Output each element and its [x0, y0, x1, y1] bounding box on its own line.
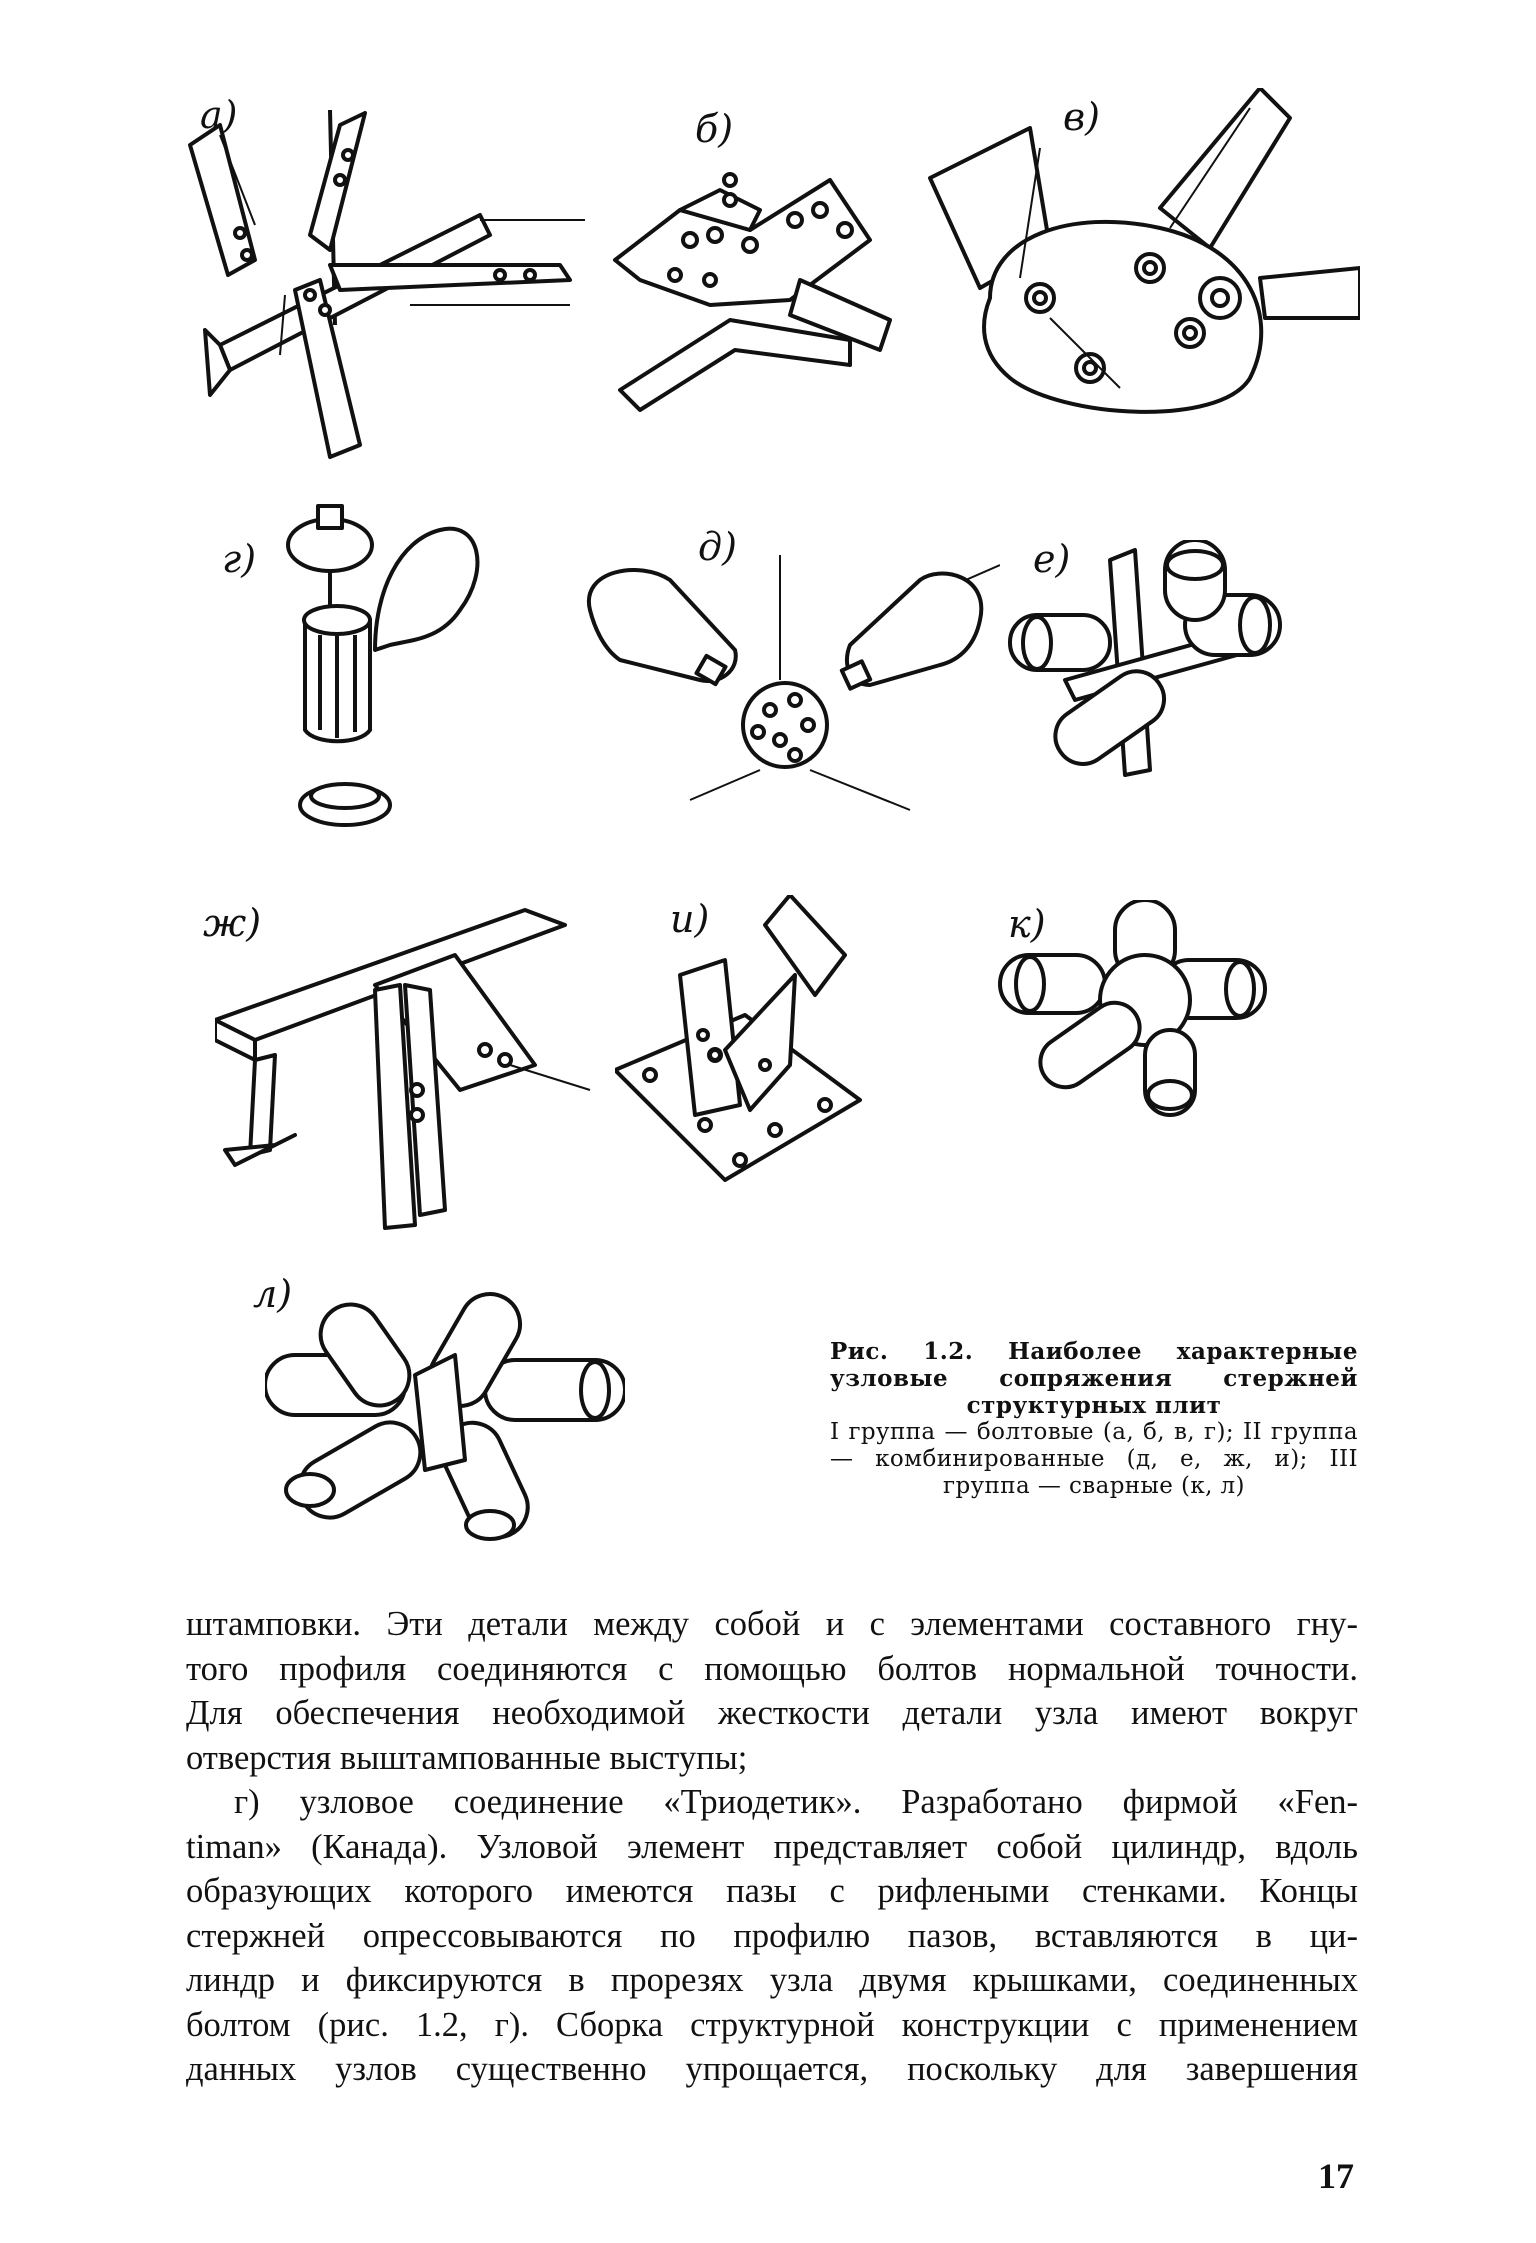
text-line: штамповки. Эти детали между собой и с элементами составного гну-: [186, 1605, 1358, 1643]
label-g: г): [222, 537, 257, 581]
label-k: к): [1008, 902, 1046, 946]
text-line: отверстия выштампованные выступы;: [186, 1738, 748, 1777]
figure-zh-ibeam-node: [215, 890, 595, 1230]
label-d: д): [698, 525, 737, 569]
hemisphere-with-rods-drawing: [920, 88, 1360, 423]
label-e: е): [1033, 537, 1071, 581]
label-a: а): [200, 93, 238, 137]
figure-caption: [830, 1338, 1358, 1500]
text-line: данных узлов существенно упрощается, поскольку для завершения: [186, 2050, 1358, 2088]
triodetic-cylinder-drawing: [280, 500, 500, 830]
text-line: Для обеспечения необходимой жесткости детали узла имеют вокруг: [186, 1694, 1358, 1732]
body-text: [186, 1602, 1358, 2092]
i-beam-with-gusset-drawing: [215, 890, 595, 1230]
text-line: timan» (Канада). Узловой элемент представляет собой цилиндр, вдоль: [186, 1827, 1358, 1866]
caption-title: Рис. 1.2. Наиболее характерные узловые сопряжения стержней структурных плит: [830, 1338, 1358, 1419]
figure-d-ball-node: [580, 550, 1000, 840]
caption-body: I группа — болтовые (а, б, в, г); II группа — комбинированные (д, е, ж, и); III группа — сварные (к, л): [830, 1419, 1358, 1499]
ball-node-with-tubes-drawing: [580, 550, 1000, 840]
angle-profiles-drawing: [180, 95, 620, 480]
text-line: стержней опрессовываются по профилю пазов, вставляются в ци-: [186, 1916, 1358, 1955]
text-line: линдр и фиксируются в прорезях узла двумя крышками, соединенных: [186, 1961, 1358, 1999]
figure-i-support-plate-node: [615, 895, 865, 1185]
label-l: л): [253, 1272, 293, 1316]
label-v: в): [1063, 95, 1100, 139]
figure-v-hemisphere-node: [920, 88, 1360, 423]
stamped-channel-drawing: [610, 150, 900, 415]
text-line: того профиля соединяются с помощью болтов нормальной точности.: [186, 1649, 1358, 1688]
welded-star-tube-node-drawing: [265, 1280, 625, 1545]
text-line: г) узловое соединение «Триодетик». Разработано фирмой «Fen-: [234, 1783, 1358, 1821]
support-plate-with-gussets-drawing: [615, 895, 865, 1185]
figure-b-stamped-node: [610, 150, 900, 415]
label-i: и): [670, 897, 710, 941]
figure-g-triodetic-node: [280, 500, 500, 830]
label-zh: ж): [203, 901, 262, 945]
page-number: 17: [1318, 2156, 1354, 2196]
text-line: образующих которого имеются пазы с рифлеными стенками. Концы: [186, 1872, 1358, 1910]
text-line: болтом (рис. 1.2, г). Сборка структурной конструкции с применением: [186, 2005, 1358, 2044]
figure-a-bolted-angle-node: [180, 95, 620, 480]
label-b: б): [695, 107, 734, 151]
figure-l-welded-star-node: [265, 1280, 625, 1545]
